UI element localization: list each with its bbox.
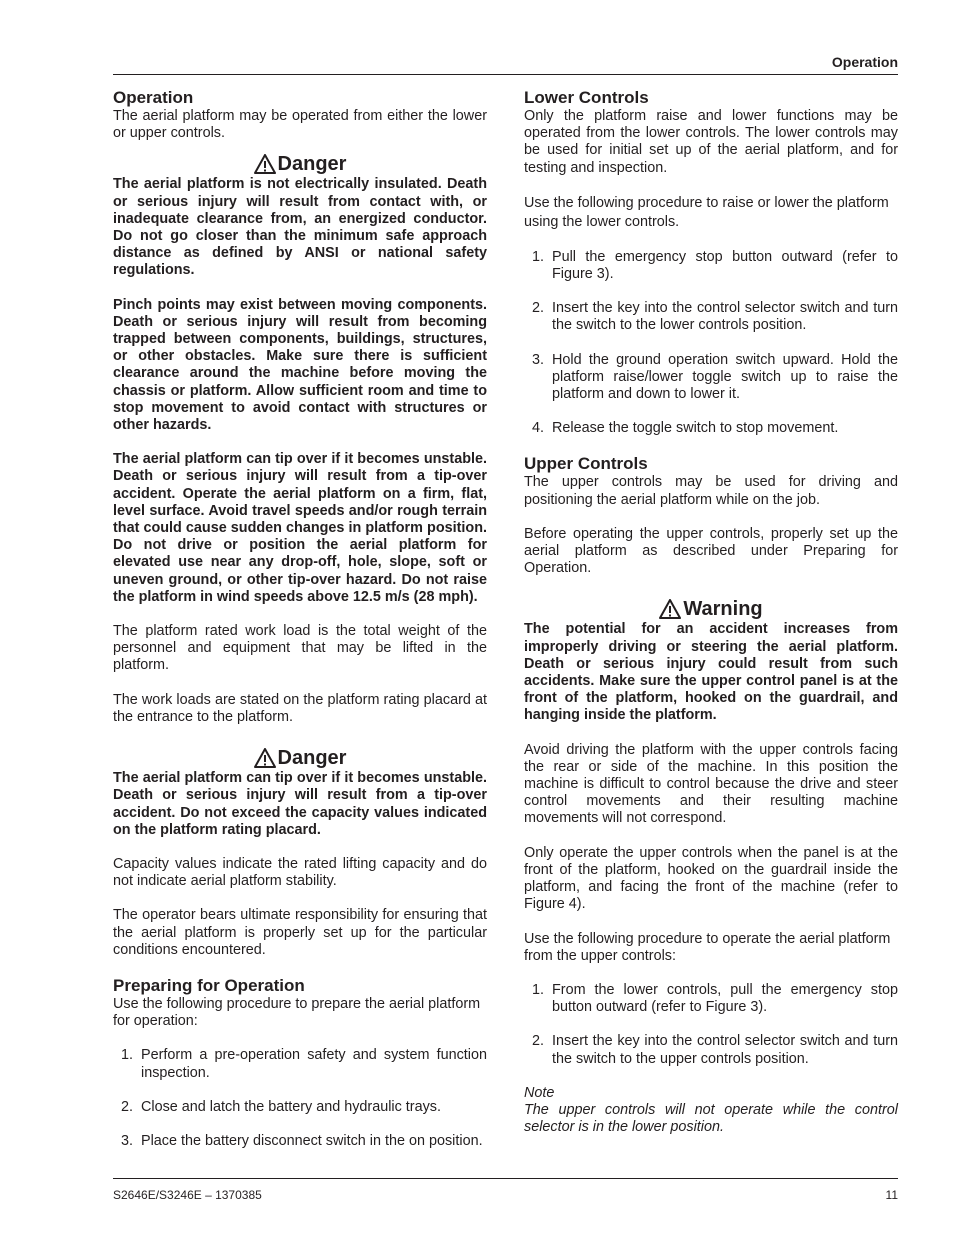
note-text: The upper controls will not operate while the control selector is in the lower position. [524, 1101, 898, 1136]
warning-title [524, 597, 898, 621]
operation-intro: The aerial platform may be operated from either the lower or upper controls. [113, 108, 487, 142]
avoid-paragraph: Avoid driving the platform with the upper controls facing the rear or side of the machine. In this position the machine is difficult to control because the drive and steer control movements and their resulting machine movements will not correspond. [524, 741, 898, 827]
lower-controls-paragraph-1: Only the platform raise and lower functions may be operated from the lower controls. The lower controls may be used for initial set up of the aerial platform, and for testing and inspection. [524, 108, 898, 176]
list-item: 2. Close and latch the battery and hydraulic trays. [121, 1098, 441, 1115]
upper-controls-paragraph-2: Before operating the upper controls, properly set up the aerial platform as described under Preparing for Operation. [524, 525, 898, 577]
operation-heading: Operation [113, 88, 194, 107]
page-header [113, 52, 898, 75]
list-item: 2. Insert the key into the control selector switch and turn the switch to the lower controls position. [532, 300, 898, 334]
list-item: 3. Hold the ground operation switch upward. Hold the platform raise/lower toggle switch up to raise the platform and down to lower it. [532, 351, 898, 403]
preparing-heading: Preparing for Operation [113, 975, 305, 995]
preparing-intro: Use the following procedure to prepare the aerial platform for operation: [113, 995, 481, 1030]
note-label: Note [524, 1084, 555, 1101]
work-load-paragraph-1: The platform rated work load is the total weight of the personnel and equipment that may be lifted in the platform. [113, 623, 487, 674]
upper-controls-steps-list [524, 982, 898, 1068]
warning-triangle-icon [254, 748, 276, 768]
page-footer [113, 1178, 898, 1202]
header-section-name: Operation [831, 54, 898, 70]
danger-title-text-2: Danger [277, 747, 347, 770]
use-procedure-paragraph: Use the following procedure to operate the aerial platform from the upper controls: [524, 930, 891, 964]
danger-title-1 [113, 152, 487, 176]
upper-controls-paragraph-1: The upper controls may be used for driving and positioning the aerial platform while on the job. [524, 474, 898, 508]
footer-page-number: 11 [885, 1188, 898, 1202]
right-column [524, 88, 898, 1136]
warning-triangle-icon [659, 599, 681, 619]
upper-controls-heading: Upper Controls [524, 454, 648, 474]
warning-paragraph: The potential for an accident increases from improperly driving or steering the aerial platform. Death or serious injury could result from such accidents. Make sure the upper control panel is at the front of the platform, hooked on the guardrail, and hanging inside the platform. [524, 621, 898, 724]
list-item: 1. Perform a pre-operation safety and system function inspection. [121, 1047, 487, 1081]
left-column [113, 88, 487, 1167]
operator-paragraph: The operator bears ultimate responsibility for ensuring that the aerial platform is properly set up for the particular conditions encountered. [113, 907, 487, 958]
lower-controls-paragraph-2: Use the following procedure to raise or lower the platform using the lower controls. [524, 194, 889, 230]
danger1-paragraph-1: The aerial platform is not electrically insulated. Death or serious injury will result from contact with, or inadequate clearance from, an energized conductor. Do not go closer than the minimum safe approach distance as defined by ANSI or national safety regulations. [113, 176, 487, 279]
lower-controls-steps-list [524, 249, 898, 438]
danger1-paragraph-2: Pinch points may exist between moving components. Death or serious injury will result from becoming trapped between components, buildings, structures, or other obstacles. Make sure there is sufficient clearance around the machine before moving the chassis or platform. Allow sufficient room and time to stop movement to avoid contact with structures or other hazards. [113, 296, 487, 434]
list-item: 4. Release the toggle switch to stop movement. [532, 420, 839, 437]
danger2-paragraph-1: The aerial platform can tip over if it becomes unstable. Death or serious injury will result from a tip-over accident. Do not exceed the capacity values indicated on the platform rating placard. [113, 770, 487, 838]
lower-controls-heading: Lower Controls [524, 88, 649, 107]
warning-title-text: Warning [683, 598, 763, 621]
list-item: 3. Place the battery disconnect switch in the on position. [121, 1132, 483, 1149]
list-item: 1. From the lower controls, pull the emergency stop button outward (refer to Figure 3). [532, 981, 898, 1016]
list-item: 1. Pull the emergency stop button outward (refer to Figure 3). [532, 248, 898, 283]
danger-title-text-1: Danger [277, 153, 347, 176]
preparing-steps-list [113, 1047, 487, 1150]
danger-title-2 [113, 746, 487, 770]
footer-doc-id: S2646E/S3246E – 1370385 [113, 1188, 262, 1202]
danger1-paragraph-3: The aerial platform can tip over if it becomes unstable. Death or serious injury will result from a tip-over accident. Operate the aerial platform on a firm, flat, level surface. Avoid travel speeds and/or rough terrain that could cause sudden changes in platform position. Do not drive or position the aerial platform for elevated use near any drop-off, hole, slope, soft or uneven ground, or other tip-over hazard. Do not raise the platform in wind speeds above 12.5 m/s (28 mph). [113, 451, 487, 605]
warning-triangle-icon [254, 154, 276, 174]
only-operate-paragraph: Only operate the upper controls when the panel is at the front of the platform, hooked on the guardrail inside the platform, and facing the front of the machine (refer to Figure 4). [524, 844, 898, 913]
work-load-paragraph-2: The work loads are stated on the platform rating placard at the entrance to the platform. [113, 691, 487, 725]
list-item: 2. Insert the key into the control selector switch and turn the switch to the upper controls position. [532, 1033, 898, 1067]
capacity-paragraph: Capacity values indicate the rated lifting capacity and do not indicate aerial platform stability. [113, 855, 487, 890]
